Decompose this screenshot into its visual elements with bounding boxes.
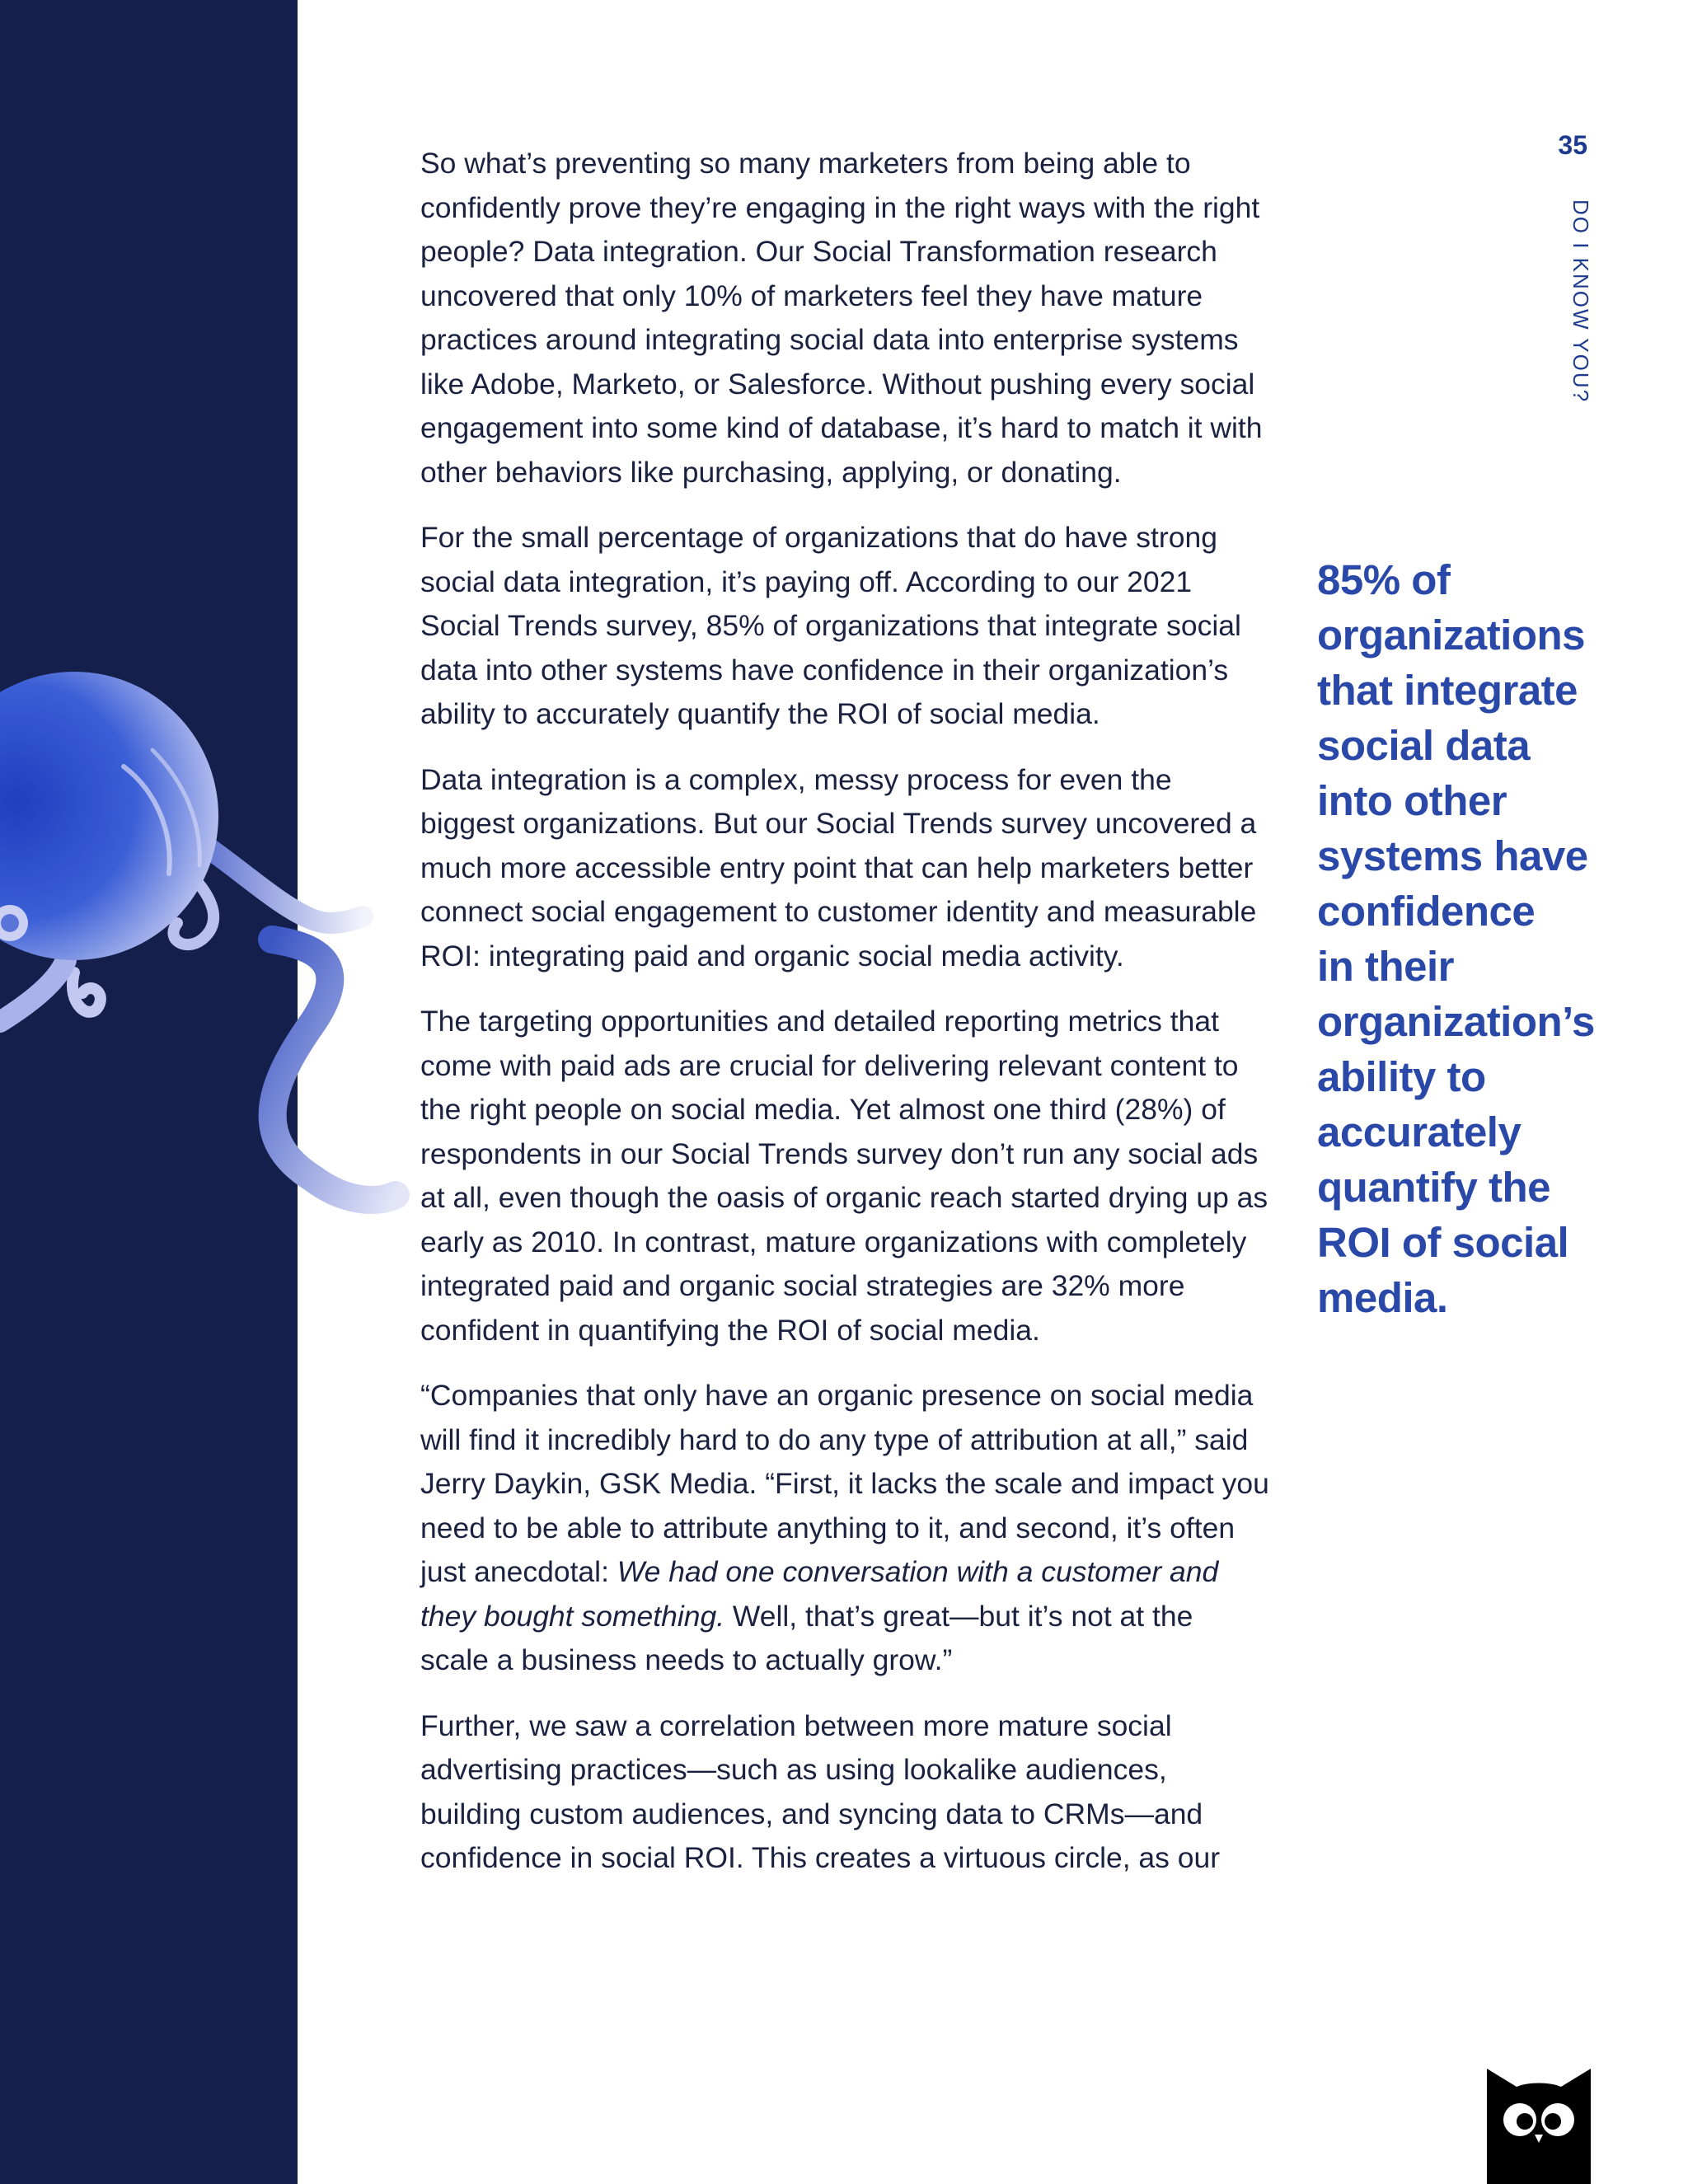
pull-quote-line: ROI of social bbox=[1317, 1219, 1569, 1266]
pull-quote-line: organizations bbox=[1317, 612, 1586, 658]
pull-quote-line: social data bbox=[1317, 722, 1531, 769]
body-paragraph: So what’s preventing so many marketers from being able to confidently prove they’re engaging in the right ways with the right people? Data integration. Our Social Transformation research uncovered that only 10% of marketers feel they have mature practices around integrating social data into enterprise systems like Adobe, Marketo, or Salesforce. Without pushing every social engagement into some kind of database, it’s hard to match it with other behaviors like purchasing, applying, or donating. bbox=[420, 147, 1263, 489]
pull-quote-line: organization’s bbox=[1317, 998, 1595, 1045]
section-label-vertical: DO I KNOW YOU? bbox=[1568, 199, 1593, 404]
body-paragraph: Further, we saw a correlation between more mature social advertising practices—such as using lookalike audiences, building custom audiences, and syncing data to CRMs—and confidence in social ROI. This creates a virtuous circle, as our bbox=[420, 1708, 1221, 1874]
owl-logo-icon bbox=[1487, 2069, 1591, 2184]
article-body bbox=[420, 142, 1269, 1902]
pull-quote-line: quantify the bbox=[1317, 1164, 1550, 1211]
pull-quote bbox=[1317, 552, 1647, 1325]
octopus-illustration bbox=[0, 676, 429, 1253]
pull-quote-line: media. bbox=[1317, 1274, 1448, 1321]
pull-quote-line: into other bbox=[1317, 777, 1507, 824]
pull-quote-line: confidence bbox=[1317, 888, 1536, 935]
quote-italic-text: We had one conversation with a customer and they bought something. bbox=[420, 1555, 1219, 1633]
body-paragraph-quote bbox=[420, 1374, 1269, 1683]
body-paragraph: The targeting opportunities and detailed reporting metrics that come with paid ads are crucial for delivering relevant content to the right people on social media. Yet almost one third (28%) of respondents in our Social Trends survey don’t run any social ads at all, even though the oasis of organic reach started drying up as early as 2010. In contrast, mature organizations with completely integrated paid and organic social strategies are 32% more confident in quantifying the ROI of social media. bbox=[420, 1005, 1268, 1347]
body-paragraph: For the small percentage of organizations that do have strong social data integration, it’s paying off. According to our 2021 Social Trends survey, 85% of organizations that integrate social data into other systems have confidence in their organization’s ability to accurately quantify the ROI of social media. bbox=[420, 521, 1241, 730]
pull-quote-line: systems have bbox=[1317, 832, 1588, 879]
body-paragraph: Data integration is a complex, messy process for even the biggest organizations. But our Social Trends survey uncovered a much more accessible entry point that can help marketers better connect social engagement to customer identity and measurable ROI: integrating paid and organic social media activity. bbox=[420, 762, 1257, 972]
pull-quote-line: that integrate bbox=[1317, 667, 1578, 714]
pull-quote-line: accurately bbox=[1317, 1108, 1522, 1155]
pull-quote-line: in their bbox=[1317, 943, 1455, 990]
page-number: 35 bbox=[1558, 130, 1587, 160]
quote-text: “Companies that only have an organic presence on social media will find it incredibly hard to do any type of attribution at all,” said Jerry Daykin, GSK Media. “First, it lacks the scale and impact you need to be able to attribute anything to it, and second, it’s often just anecdotal: bbox=[420, 1379, 1269, 1588]
pull-quote-line: ability to bbox=[1317, 1053, 1486, 1100]
pull-quote-line: 85% of bbox=[1317, 556, 1451, 603]
quote-text-end: Well, that’s great—but it’s not at the scale a business needs to actually grow.” bbox=[420, 1599, 1193, 1676]
